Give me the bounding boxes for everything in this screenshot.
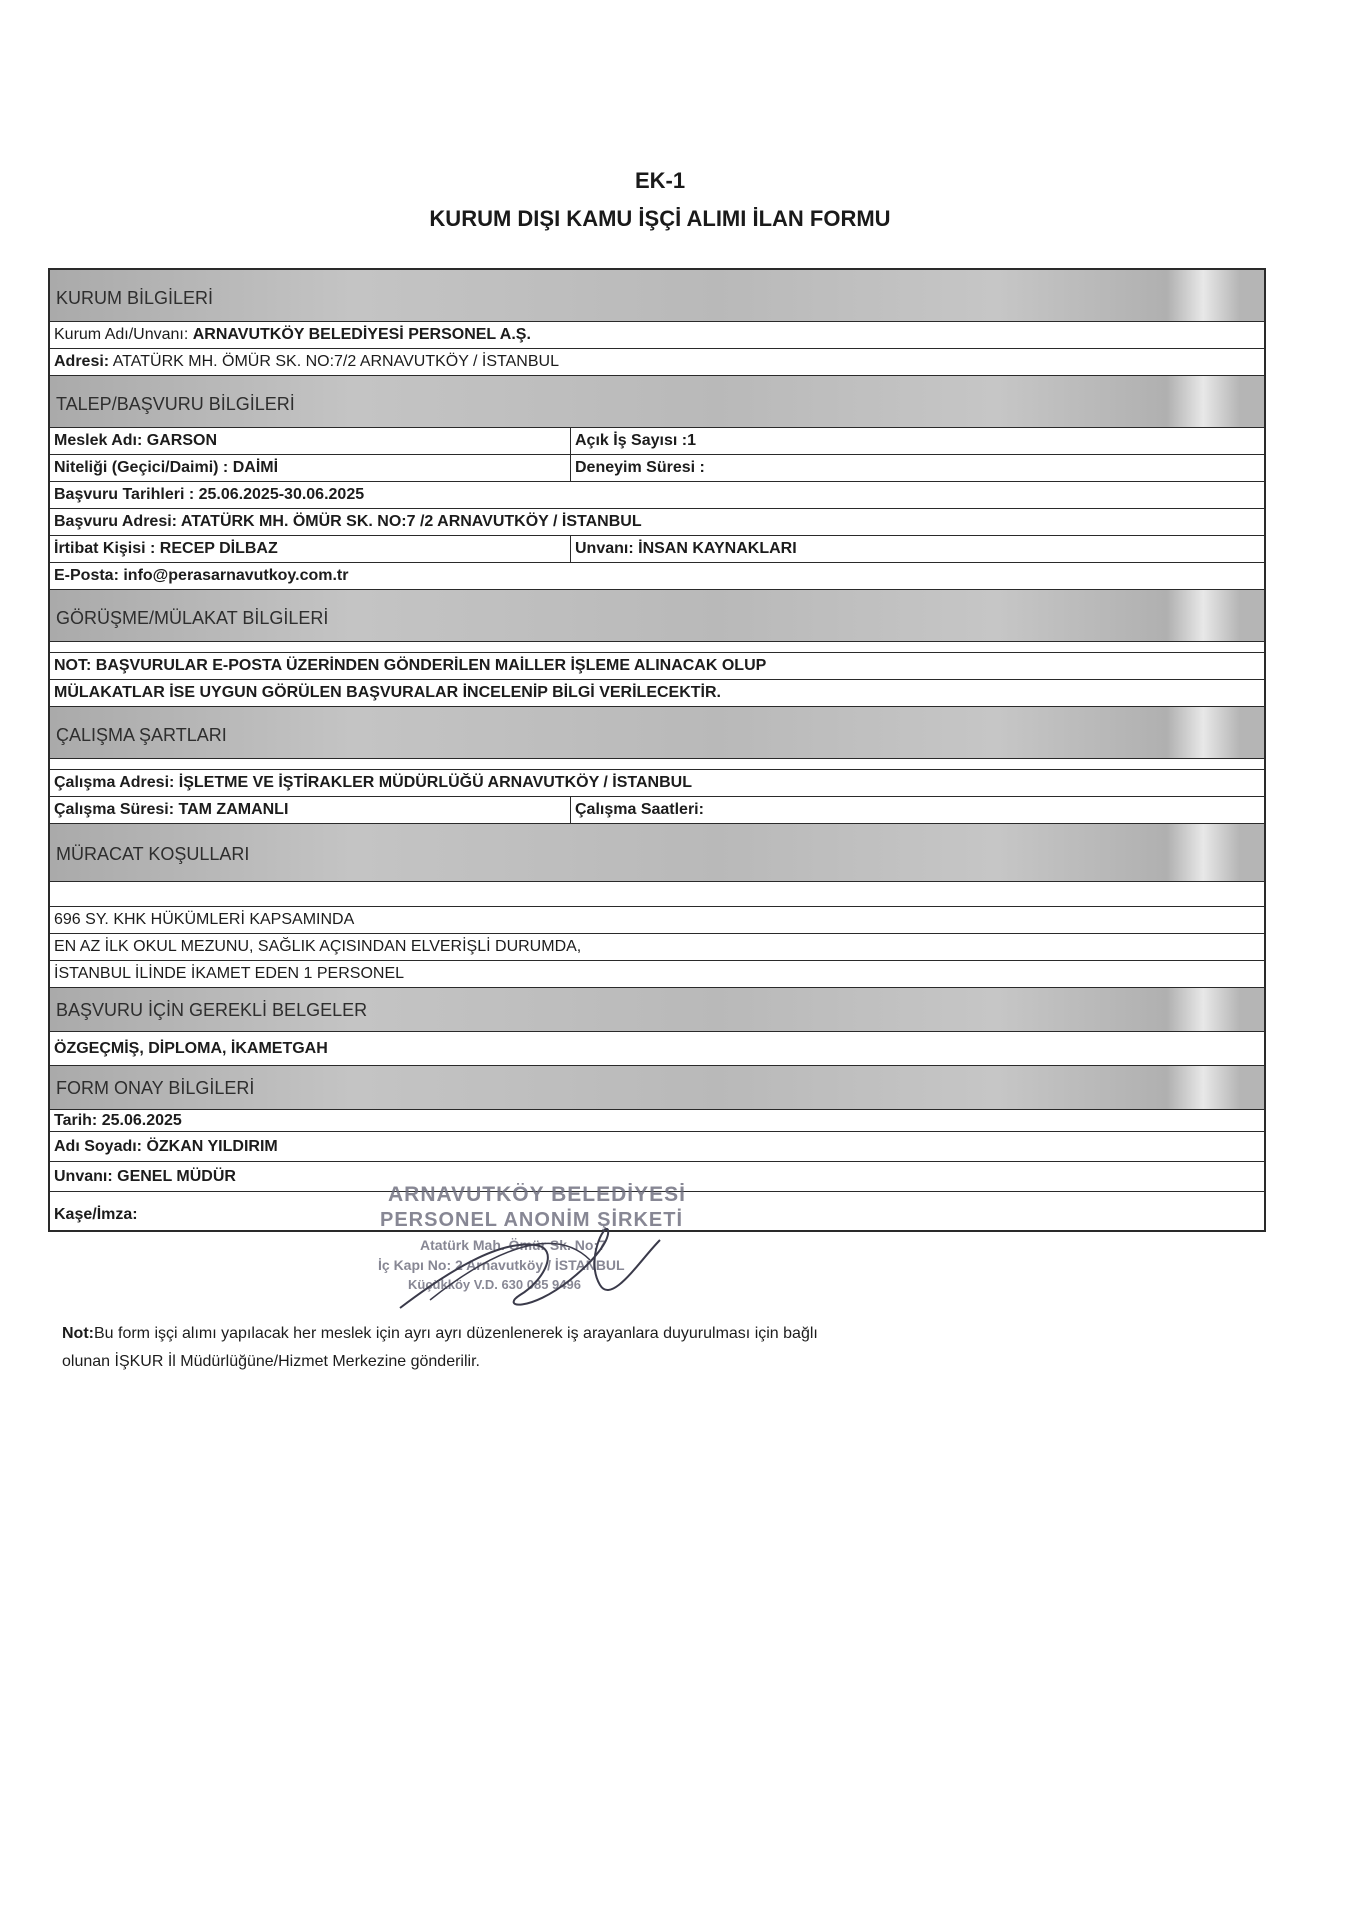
form-code: EK-1 [634, 168, 686, 193]
meslek-adi: Meslek Adı: GARSON [54, 432, 217, 449]
acik-is-sayisi: Açık İş Sayısı :1 [570, 428, 696, 454]
kurum-address-value: ATATÜRK MH. ÖMÜR SK. NO:7/2 ARNAVUTKÖY / İSTANBUL [112, 353, 559, 370]
row-muracat-2 [50, 934, 1264, 961]
calisma-saatleri: Çalışma Saatleri: [570, 797, 704, 823]
signature-icon [360, 1200, 700, 1330]
stamp-line-5: Küçükköy V.D. 630 085 9496 [408, 1277, 581, 1292]
section-talep: TALEP/BAŞVURU BİLGİLERİ [50, 376, 1264, 428]
row-basvuru-adresi [50, 509, 1264, 536]
row-niteligi [50, 455, 1264, 482]
row-muracat-3 [50, 961, 1264, 988]
footer-line-1 [62, 1320, 1222, 1348]
blank-spacer [50, 759, 1264, 770]
section-belgeler: BAŞVURU İÇİN GEREKLİ BELGELER [50, 988, 1264, 1032]
basvuru-adresi: Başvuru Adresi: ATATÜRK MH. ÖMÜR SK. NO:7 /2 ARNAVUTKÖY / İSTANBUL [54, 513, 642, 530]
kurum-name-label: Kurum Adı/Unvanı: [54, 326, 189, 343]
irtibat-kisisi: İrtibat Kişisi : RECEP DİLBAZ [54, 540, 278, 557]
footer-note-text-1: Bu form işçi alımı yapılacak her meslek için ayrı ayrı düzenlenerek iş arayanlara duyurulması için bağlı [93, 1325, 818, 1342]
calisma-adresi: Çalışma Adresi: İŞLETME VE İŞTİRAKLER MÜDÜRLÜĞÜ ARNAVUTKÖY / İSTANBUL [54, 774, 692, 791]
onay-unvani: Unvanı: GENEL MÜDÜR [54, 1168, 236, 1185]
eposta: E-Posta: info@perasarnavutkoy.com.tr [54, 567, 349, 584]
niteligi: Niteliği (Geçici/Daimi) : DAİMİ [54, 459, 279, 476]
row-not-1 [50, 653, 1264, 680]
footer-note [62, 1320, 1222, 1376]
section-gorusme: GÖRÜŞME/MÜLAKAT BİLGİLERİ [50, 590, 1264, 642]
basvuru-tarihleri: Başvuru Tarihleri : 25.06.2025-30.06.2025 [54, 486, 365, 503]
row-onay-adi [50, 1132, 1264, 1162]
row-eposta [50, 563, 1264, 590]
kurum-name-value: ARNAVUTKÖY BELEDİYESİ PERSONEL A.Ş. [192, 326, 531, 343]
irtibat-unvani: Unvanı: İNSAN KAYNAKLARI [570, 536, 797, 562]
row-kurum-adi [50, 322, 1264, 349]
row-onay-tarih [50, 1110, 1264, 1132]
blank-spacer [50, 642, 1264, 653]
calisma-suresi: Çalışma Süresi: TAM ZAMANLI [54, 801, 289, 818]
row-belgeler [50, 1032, 1264, 1066]
onay-adi-soyadi: Adı Soyadı: ÖZKAN YILDIRIM [54, 1138, 278, 1155]
form-table [48, 268, 1266, 1232]
footer-note-text-2: olunan İŞKUR İl Müdürlüğüne/Hizmet Merkezine gönderilir. [62, 1353, 480, 1370]
section-onay: FORM ONAY BİLGİLERİ [50, 1066, 1264, 1110]
onay-tarih: Tarih: 25.06.2025 [54, 1112, 182, 1129]
form-title: KURUM DIŞI KAMU İŞÇİ ALIMI İLAN FORMU [429, 206, 891, 231]
row-meslek [50, 428, 1264, 455]
deneyim-suresi: Deneyim Süresi : [570, 455, 705, 481]
kase-imza-label: Kaşe/İmza: [54, 1206, 138, 1223]
muracat-line-2: EN AZ İLK OKUL MEZUNU, SAĞLIK AÇISINDAN ELVERİŞLİ DURUMDA, [54, 938, 582, 955]
section-kurum: KURUM BİLGİLERİ [50, 270, 1264, 322]
row-basvuru-tarihleri [50, 482, 1264, 509]
not-line-2: MÜLAKATLAR İSE UYGUN GÖRÜLEN BAŞVURALAR İNCELENİP BİLGİ VERİLECEKTİR. [54, 684, 721, 701]
row-calisma-suresi [50, 797, 1264, 824]
muracat-line-1: 696 SY. KHK HÜKÜMLERİ KAPSAMINDA [54, 911, 355, 928]
blank-spacer [50, 882, 1264, 907]
stamp-line-3: Atatürk Mah. Ömür Sk. No:7 [420, 1237, 606, 1253]
belgeler-list: ÖZGEÇMİŞ, DİPLOMA, İKAMETGAH [54, 1040, 328, 1057]
footer-note-label: Not: [62, 1325, 94, 1342]
stamp-line-1: ARNAVUTKÖY BELEDİYESİ [388, 1183, 686, 1206]
muracat-line-3: İSTANBUL İLİNDE İKAMET EDEN 1 PERSONEL [54, 965, 405, 982]
row-not-2 [50, 680, 1264, 707]
section-calisma: ÇALIŞMA ŞARTLARI [50, 707, 1264, 759]
section-muracat: MÜRACAT KOŞULLARI [50, 824, 1264, 882]
row-irtibat [50, 536, 1264, 563]
stamp-line-2: PERSONEL ANONİM ŞİRKETİ [380, 1209, 684, 1231]
row-kurum-adres [50, 349, 1264, 376]
row-calisma-adresi [50, 770, 1264, 797]
kurum-address-label: Adresi: [54, 353, 110, 370]
stamp-line-4: İç Kapı No: 2 Arnavutköy / İSTANBUL [378, 1257, 625, 1273]
row-muracat-1 [50, 907, 1264, 934]
not-line-1: NOT: BAŞVURULAR E-POSTA ÜZERİNDEN GÖNDERİLEN MAİLLER İŞLEME ALINACAK OLUP [54, 657, 767, 674]
